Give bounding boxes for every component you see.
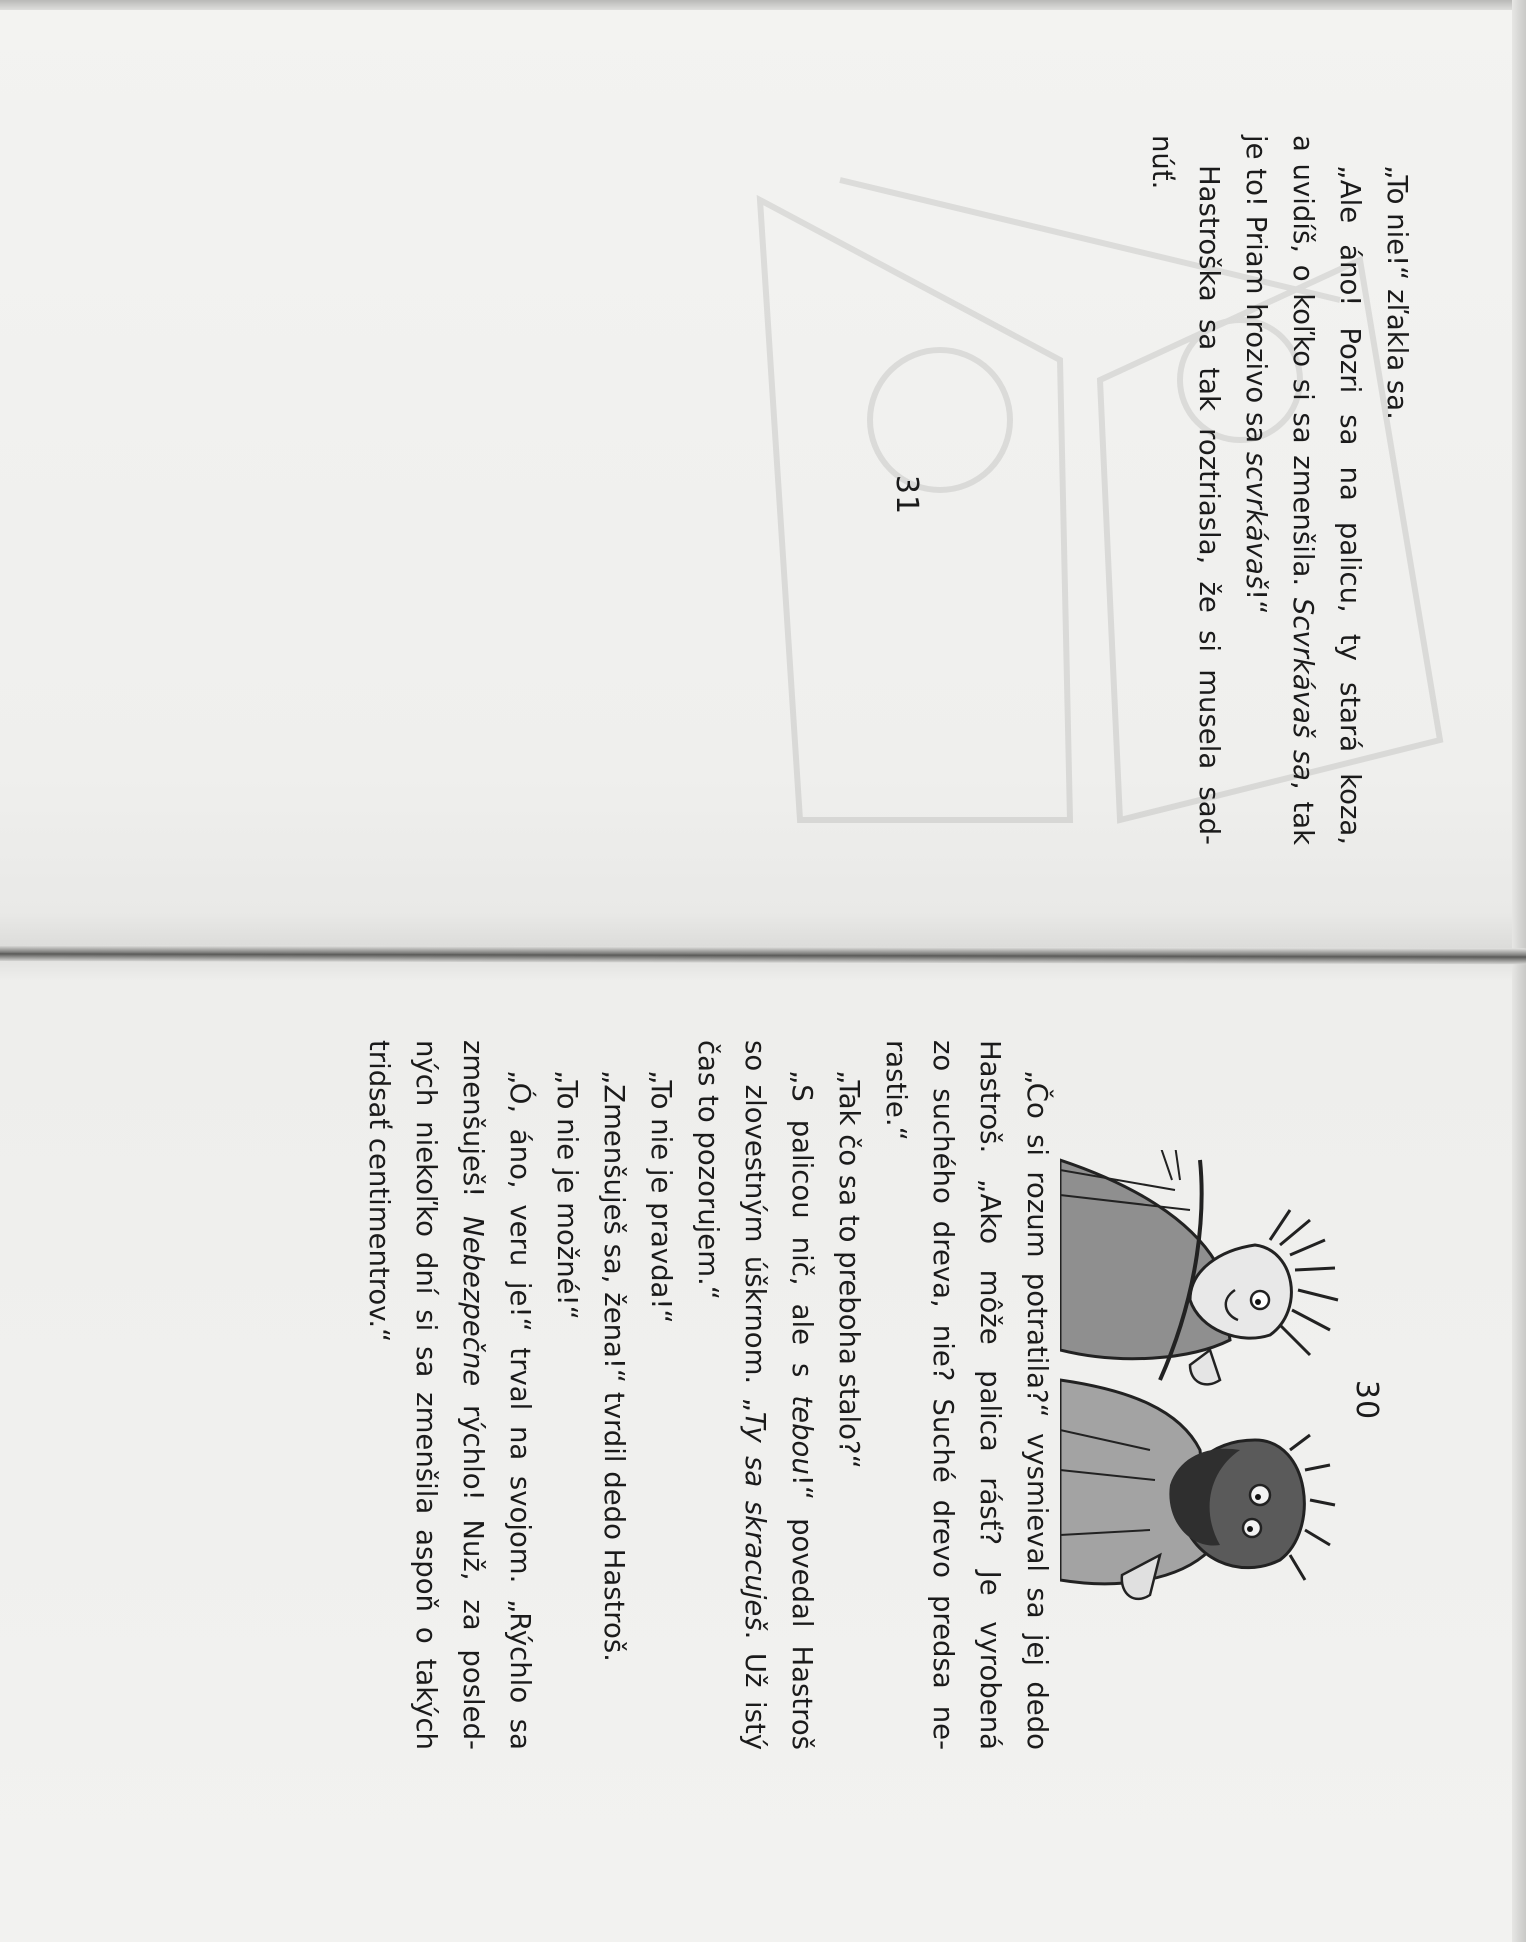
text-line: [919, 1040, 966, 1750]
book-spine: [0, 945, 1526, 964]
text-line: [590, 1040, 637, 1750]
text-run: tridsať centimentrov.“: [363, 1040, 395, 1343]
text-line: [966, 1040, 1013, 1750]
page-number-31: 31: [889, 474, 924, 516]
text-run: čas to pozorujem.“: [692, 1040, 724, 1301]
text-line: [684, 1040, 731, 1750]
page-31-text: [1138, 135, 1420, 845]
text-line: [543, 1040, 590, 1750]
text-run: „To nie je pravda!“: [645, 1070, 677, 1324]
italic-emphasis: tebou: [786, 1395, 818, 1475]
italic-emphasis: scvrkávaš: [1240, 451, 1272, 590]
text-line: [825, 1040, 872, 1750]
text-run: !“ povedal Hastroš: [786, 1474, 818, 1750]
text-run: ných niekoľko dní si sa zmenšila aspoň o takých: [410, 1040, 442, 1750]
text-line: [731, 1040, 778, 1750]
text-line: [1185, 135, 1232, 845]
text-line: [355, 1040, 402, 1750]
man-figure: [1060, 1380, 1335, 1599]
text-run: Hastroš. „Ako môže palica rásť? Je vyrobená: [974, 1040, 1006, 1750]
page-30: [363, 1000, 1384, 1800]
page-number-30: 30: [1349, 1379, 1384, 1421]
text-run: a uvidíš, o koľko si sa zmenšila.: [1287, 135, 1319, 598]
text-run: „Ó, áno, veru je!“ trval na svojom. „Rýchlo sa: [504, 1070, 536, 1750]
text-run: zmenšuješ!: [457, 1040, 489, 1217]
text-run: zo suchého dreva, nie? Suché drevo predsa ne-: [927, 1040, 959, 1750]
italic-emphasis: Ty sa: [739, 1411, 771, 1501]
text-run: „Tak čo sa to preboha stalo?“: [833, 1070, 865, 1469]
page-31: [860, 95, 1520, 895]
text-run: so zlovestným úškrnom. „: [739, 1040, 771, 1412]
text-run: rýchlo! Nuž, za posled-: [457, 1386, 489, 1750]
text-line: [1326, 135, 1373, 845]
italic-emphasis: Scvrkávaš sa: [1287, 597, 1319, 782]
italic-emphasis: skracuješ: [739, 1500, 771, 1631]
text-run: !“: [1240, 589, 1272, 615]
text-line: [449, 1040, 496, 1750]
text-line: [496, 1040, 543, 1750]
text-line: [1373, 135, 1420, 845]
text-line: [402, 1040, 449, 1750]
text-run: „Zmenšuješ sa, žena!“ tvrdil dedo Hastroš.: [598, 1070, 630, 1662]
illustration-scarecrows: [1060, 1150, 1350, 1610]
text-line: [1232, 135, 1279, 845]
text-run: núť.: [1146, 135, 1178, 190]
text-line: [1279, 135, 1326, 845]
text-run: , tak: [1287, 781, 1319, 846]
woman-figure: [1060, 1150, 1338, 1384]
text-line: [1138, 135, 1185, 845]
text-line: [778, 1040, 825, 1750]
text-line: [1013, 1040, 1060, 1750]
text-run: rastie.“: [880, 1040, 912, 1141]
text-run: . Už istý: [739, 1630, 771, 1750]
text-run: je to! Priam hrozivo sa: [1240, 135, 1272, 452]
top-paper-edge: [0, 0, 1526, 10]
italic-emphasis: Nebezpečne: [457, 1216, 489, 1387]
page-30-text: [355, 1040, 1060, 1750]
text-run: „To nie!“ zľakla sa.: [1381, 165, 1413, 420]
text-run: Hastroška sa tak roztriasla, že si musela sad-: [1193, 165, 1225, 845]
text-line: [637, 1040, 684, 1750]
text-line: [872, 1040, 919, 1750]
text-run: „To nie je možné!“: [551, 1070, 583, 1320]
text-run: „Čo si rozum potratila?“ vysmieval sa jej dedo: [1021, 1070, 1053, 1750]
text-run: „S palicou nič, ale s: [786, 1070, 818, 1396]
text-run: „Ale áno! Pozri sa na palicu, ty stará koza,: [1334, 165, 1366, 845]
